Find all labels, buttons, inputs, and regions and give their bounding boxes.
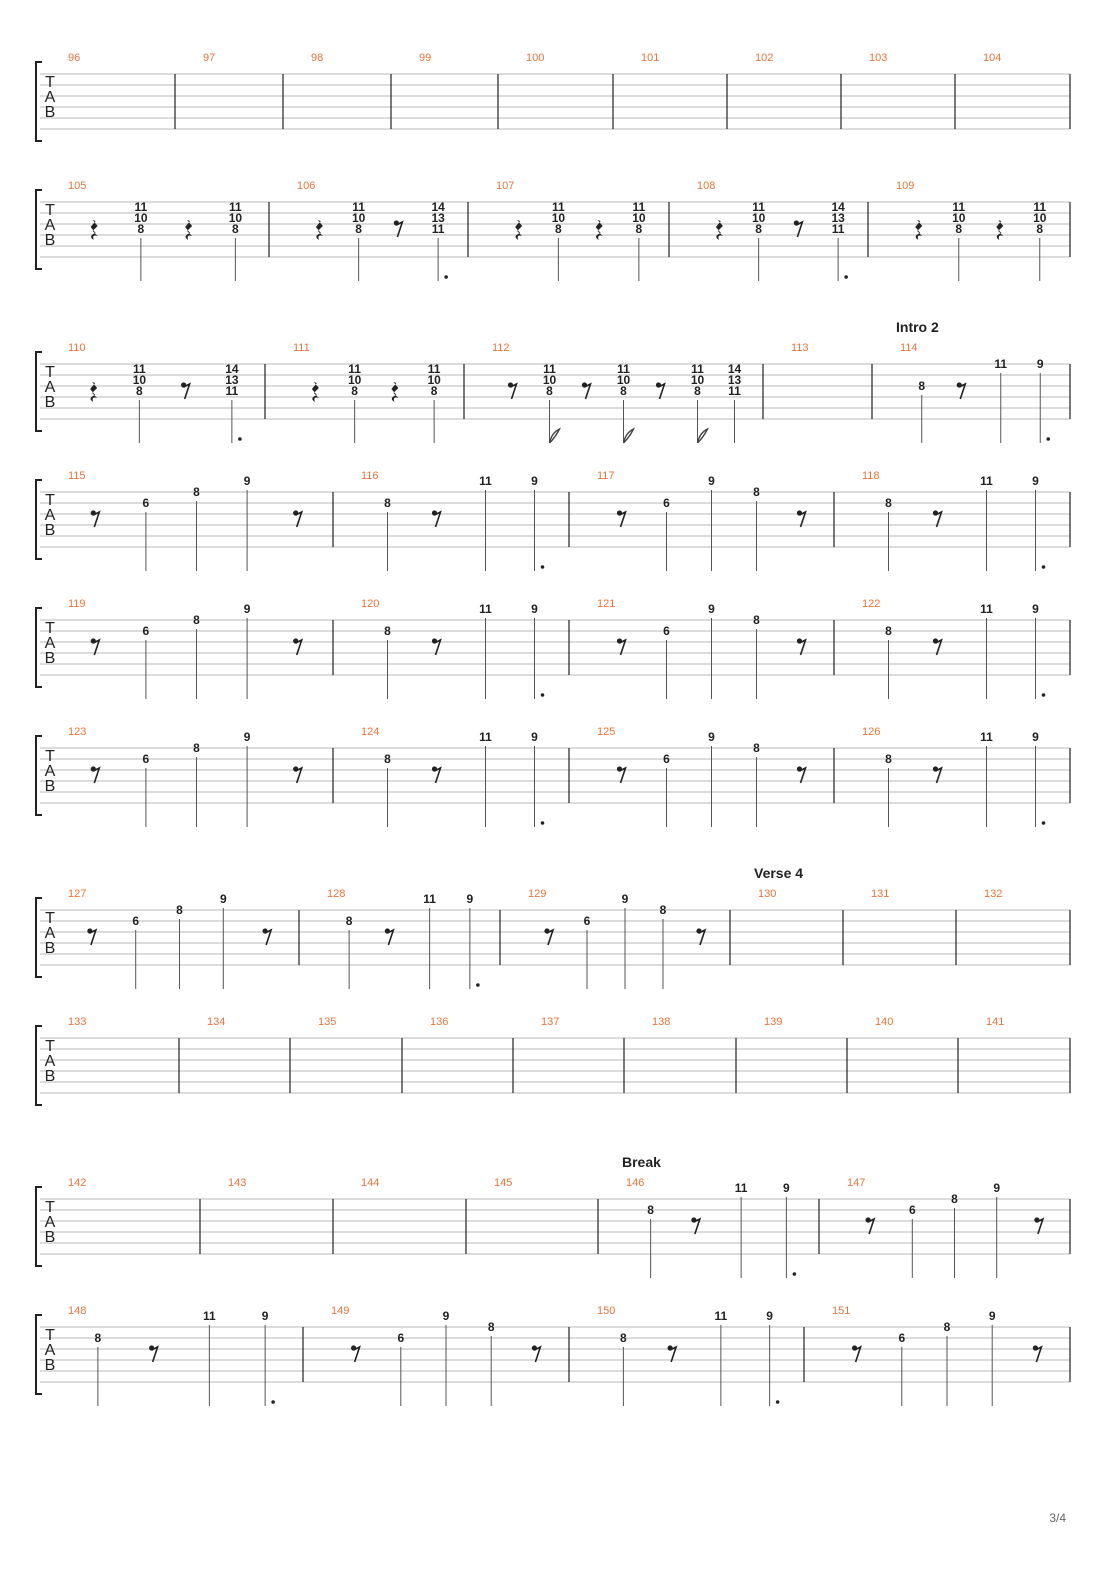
tab-clef-letter: A [44, 379, 56, 396]
fret-number: 11 [133, 362, 146, 376]
duration-dot [1042, 821, 1046, 825]
fret-number: 13 [727, 373, 742, 387]
fret-number: 11 [431, 222, 445, 236]
fret-number: 8 [487, 1320, 495, 1334]
fret-number: 6 [663, 624, 670, 638]
tab-clef-letter: T [45, 492, 55, 509]
measure-number: 96 [68, 52, 81, 64]
fret-number: 11 [617, 362, 630, 376]
measure-number: 113 [791, 342, 809, 354]
fret-number: 6 [397, 1331, 405, 1345]
fret-number: 11 [479, 730, 492, 744]
note-flag [550, 429, 560, 443]
measure-number: 124 [361, 726, 380, 738]
measure-number: 141 [986, 1016, 1005, 1028]
fret-number: 11 [348, 362, 361, 376]
measure-number: 126 [862, 726, 881, 738]
quarter-rest [596, 220, 603, 240]
measure-number: 130 [758, 888, 777, 900]
measure-number: 107 [496, 180, 515, 192]
fret-number: 8 [620, 1331, 627, 1345]
tab-clef-letter: B [44, 1068, 56, 1085]
fret-number: 8 [430, 384, 438, 398]
staff-system [36, 1016, 1070, 1105]
page-number-text: 3/4 [1049, 1511, 1066, 1525]
staff-system [36, 180, 1070, 281]
fret-number: 10 [347, 373, 362, 387]
fret-number: 8 [951, 1192, 958, 1206]
fret-number: 9 [243, 602, 251, 616]
fret-number: 8 [955, 222, 963, 236]
tab-clef-letter: A [44, 1342, 56, 1359]
tab-clef-letter: T [45, 364, 55, 381]
tab-clef-letter: B [44, 522, 56, 539]
tab-clef-letter: B [44, 104, 56, 121]
measure-number: 140 [875, 1016, 894, 1028]
tab-clef-letter: T [45, 748, 55, 765]
fret-number: 11 [632, 200, 646, 214]
fret-number: 11 [479, 474, 492, 488]
fret-number: 6 [663, 752, 670, 766]
fret-number: 9 [466, 892, 474, 906]
quarter-rest [185, 220, 192, 240]
fret-number: 6 [142, 496, 150, 510]
fret-number: 6 [898, 1331, 906, 1345]
fret-number: 13 [225, 373, 239, 387]
note-flag [624, 429, 634, 443]
fret-number: 11 [552, 200, 565, 214]
fret-number: 8 [94, 1331, 102, 1345]
fret-number: 11 [952, 200, 966, 214]
staff-system [36, 598, 1070, 699]
fret-number: 8 [355, 222, 362, 236]
measure-number: 109 [896, 180, 915, 192]
fret-number: 14 [727, 362, 742, 376]
fret-number: 6 [142, 752, 150, 766]
fret-number: 9 [1032, 602, 1039, 616]
fret-number: 11 [134, 200, 148, 214]
fret-number: 11 [229, 200, 242, 214]
measure-number: 138 [652, 1016, 671, 1028]
tab-clef-letter: T [45, 1199, 55, 1216]
measure-number: 144 [361, 1177, 380, 1189]
fret-number: 8 [1036, 222, 1044, 236]
measure-number: 123 [68, 726, 87, 738]
duration-dot [1042, 693, 1046, 697]
measure-number: 100 [526, 52, 545, 64]
tab-clef-letter: T [45, 1327, 55, 1344]
duration-dot [793, 1272, 797, 1276]
fret-number: 8 [659, 903, 667, 917]
fret-number: 8 [885, 496, 892, 510]
tab-clef-letter: A [44, 763, 56, 780]
quarter-rest [391, 382, 398, 402]
fret-number: 11 [728, 384, 741, 398]
tab-clef-letter: B [44, 778, 56, 795]
tab-clef-letter: A [44, 217, 56, 234]
fret-number: 9 [442, 1309, 450, 1323]
measure-number: 114 [900, 342, 918, 354]
measure-number: 139 [764, 1016, 783, 1028]
measure-number: 132 [984, 888, 1003, 900]
fret-number: 9 [1032, 730, 1039, 744]
fret-number: 14 [431, 200, 445, 214]
fret-number: 9 [261, 1309, 269, 1323]
staff-system [36, 865, 1070, 989]
fret-number: 11 [1033, 200, 1047, 214]
measure-number: 118 [862, 470, 880, 482]
duration-dot [1042, 565, 1046, 569]
fret-number: 9 [531, 730, 538, 744]
measure-number: 110 [68, 342, 86, 354]
fret-number: 8 [885, 624, 892, 638]
measure-number: 145 [494, 1177, 513, 1189]
measure-number: 102 [755, 52, 774, 64]
fret-number: 8 [345, 914, 353, 928]
fret-number: 9 [219, 892, 227, 906]
measure-number: 121 [597, 598, 616, 610]
fret-number: 9 [531, 474, 538, 488]
tab-clef-letter: A [44, 635, 56, 652]
measure-number: 99 [419, 52, 432, 64]
quarter-rest [90, 382, 97, 402]
fret-number: 11 [714, 1309, 728, 1323]
fret-number: 9 [1036, 357, 1044, 371]
fret-number: 8 [546, 384, 553, 398]
fret-number: 8 [753, 741, 760, 755]
fret-number: 8 [136, 384, 143, 398]
fret-number: 9 [243, 730, 251, 744]
fret-number: 10 [132, 373, 147, 387]
measure-number: 135 [318, 1016, 337, 1028]
fret-number: 11 [479, 602, 492, 616]
fret-number: 8 [555, 222, 562, 236]
fret-number: 9 [531, 602, 538, 616]
staff-system [36, 470, 1070, 571]
measure-number: 122 [862, 598, 881, 610]
measure-number: 133 [68, 1016, 87, 1028]
fret-number: 11 [980, 730, 993, 744]
fret-number: 13 [431, 211, 445, 225]
tab-clef-letter: B [44, 232, 56, 249]
fret-number: 8 [351, 384, 358, 398]
fret-number: 11 [980, 474, 993, 488]
fret-number: 10 [351, 211, 366, 225]
fret-number: 8 [755, 222, 762, 236]
fret-number: 8 [694, 384, 701, 398]
fret-number: 8 [918, 379, 926, 393]
fret-number: 13 [831, 211, 845, 225]
fret-number: 10 [690, 373, 705, 387]
measure-number: 146 [626, 1177, 645, 1189]
tab-clef-letter: A [44, 507, 56, 524]
measure-number: 125 [597, 726, 616, 738]
fret-number: 9 [988, 1309, 996, 1323]
measure-number: 128 [327, 888, 346, 900]
fret-number: 9 [766, 1309, 773, 1323]
fret-number: 9 [708, 474, 715, 488]
tab-clef-letter: A [44, 925, 56, 942]
quarter-rest [316, 220, 323, 240]
duration-dot [541, 693, 545, 697]
measure-number: 97 [203, 52, 216, 64]
fret-number: 8 [620, 384, 627, 398]
fret-number: 10 [616, 373, 631, 387]
tab-clef-letter: A [44, 1053, 56, 1070]
tab-clef-letter: B [44, 394, 56, 411]
measure-number: 101 [641, 52, 660, 64]
fret-number: 10 [228, 211, 243, 225]
fret-number: 8 [647, 1203, 654, 1217]
tab-clef-letter: T [45, 202, 55, 219]
quarter-rest [515, 220, 522, 240]
tab-clef-letter: B [44, 650, 56, 667]
fret-number: 10 [134, 211, 148, 225]
measure-number: 98 [311, 52, 324, 64]
quarter-rest [716, 220, 723, 240]
fret-number: 8 [193, 613, 200, 627]
measure-number: 129 [528, 888, 547, 900]
measure-number: 131 [871, 888, 890, 900]
fret-number: 8 [137, 222, 145, 236]
fret-number: 6 [663, 496, 670, 510]
fret-number: 10 [427, 373, 441, 387]
fret-number: 6 [583, 914, 591, 928]
fret-number: 9 [1032, 474, 1039, 488]
measure-number: 149 [331, 1305, 350, 1317]
duration-dot [776, 1400, 780, 1404]
fret-number: 11 [994, 357, 1008, 371]
staff-system [36, 319, 1070, 443]
duration-dot [1046, 437, 1050, 441]
duration-dot [271, 1400, 275, 1404]
section-marker: Break [622, 1154, 661, 1170]
fret-number: 8 [943, 1320, 951, 1334]
measure-number: 143 [228, 1177, 247, 1189]
fret-number: 11 [980, 602, 993, 616]
measure-number: 148 [68, 1305, 87, 1317]
fret-number: 10 [542, 373, 557, 387]
fret-number: 8 [753, 613, 760, 627]
measure-number: 116 [361, 470, 379, 482]
measure-number: 127 [68, 888, 87, 900]
fret-number: 8 [384, 624, 391, 638]
fret-number: 8 [384, 496, 391, 510]
duration-dot [444, 275, 448, 279]
duration-dot [541, 565, 545, 569]
measure-number: 120 [361, 598, 380, 610]
fret-number: 8 [753, 485, 760, 499]
section-marker: Verse 4 [754, 865, 804, 881]
fret-number: 11 [423, 892, 436, 906]
measure-number: 151 [832, 1305, 851, 1317]
tab-clef-letter: B [44, 940, 56, 957]
fret-number: 6 [142, 624, 150, 638]
fret-number: 14 [831, 200, 845, 214]
fret-number: 8 [232, 222, 239, 236]
fret-number: 11 [352, 200, 365, 214]
quarter-rest [91, 220, 98, 240]
measure-number: 137 [541, 1016, 560, 1028]
measure-number: 119 [68, 598, 86, 610]
fret-number: 11 [734, 1181, 748, 1195]
fret-number: 8 [193, 741, 200, 755]
fret-number: 8 [193, 485, 200, 499]
duration-dot [476, 983, 480, 987]
quarter-rest [312, 382, 319, 402]
fret-number: 8 [384, 752, 391, 766]
measure-number: 112 [492, 342, 510, 354]
measure-number: 103 [869, 52, 888, 64]
measure-number: 104 [983, 52, 1002, 64]
duration-dot [238, 437, 242, 441]
fret-number: 8 [176, 903, 183, 917]
measure-number: 115 [68, 470, 86, 482]
staff-system [36, 1305, 1070, 1406]
note-flag [698, 429, 708, 443]
tab-clef-letter: T [45, 620, 55, 637]
measure-number: 106 [297, 180, 316, 192]
staff-system [36, 52, 1070, 141]
fret-number: 6 [132, 914, 140, 928]
quarter-rest [996, 220, 1003, 240]
fret-number: 9 [708, 602, 715, 616]
measure-number: 111 [293, 342, 310, 354]
fret-number: 9 [708, 730, 715, 744]
tab-clef-letter: T [45, 74, 55, 91]
measure-number: 147 [847, 1177, 866, 1189]
fret-number: 11 [225, 384, 239, 398]
measure-number: 134 [207, 1016, 226, 1028]
quarter-rest [915, 220, 922, 240]
tab-clef-letter: A [44, 1214, 56, 1231]
fret-number: 9 [621, 892, 629, 906]
fret-number: 11 [203, 1309, 216, 1323]
tab-clef-letter: B [44, 1357, 56, 1374]
staff-system [36, 726, 1070, 827]
measure-number: 117 [597, 470, 615, 482]
measure-number: 105 [68, 180, 87, 192]
duration-dot [541, 821, 545, 825]
section-marker: Intro 2 [896, 319, 939, 335]
fret-number: 10 [1033, 211, 1047, 225]
staff-system [36, 1154, 1070, 1278]
measure-number: 142 [68, 1177, 87, 1189]
tab-clef-letter: B [44, 1229, 56, 1246]
fret-number: 11 [543, 362, 556, 376]
tab-clef-letter: A [44, 89, 56, 106]
duration-dot [844, 275, 848, 279]
fret-number: 11 [752, 200, 765, 214]
fret-number: 11 [691, 362, 704, 376]
fret-number: 9 [993, 1181, 1001, 1195]
fret-number: 9 [783, 1181, 790, 1195]
measure-number: 108 [697, 180, 716, 192]
fret-number: 11 [831, 222, 845, 236]
fret-number: 11 [427, 362, 441, 376]
fret-number: 10 [632, 211, 646, 225]
measure-number: 150 [597, 1305, 616, 1317]
tab-clef-letter: T [45, 1038, 55, 1055]
fret-number: 8 [635, 222, 643, 236]
tab-clef-letter: T [45, 910, 55, 927]
fret-number: 10 [952, 211, 966, 225]
fret-number: 10 [551, 211, 566, 225]
fret-number: 8 [885, 752, 892, 766]
fret-number: 14 [225, 362, 239, 376]
measure-number: 136 [430, 1016, 449, 1028]
fret-number: 10 [751, 211, 766, 225]
fret-number: 9 [243, 474, 251, 488]
fret-number: 6 [908, 1203, 916, 1217]
